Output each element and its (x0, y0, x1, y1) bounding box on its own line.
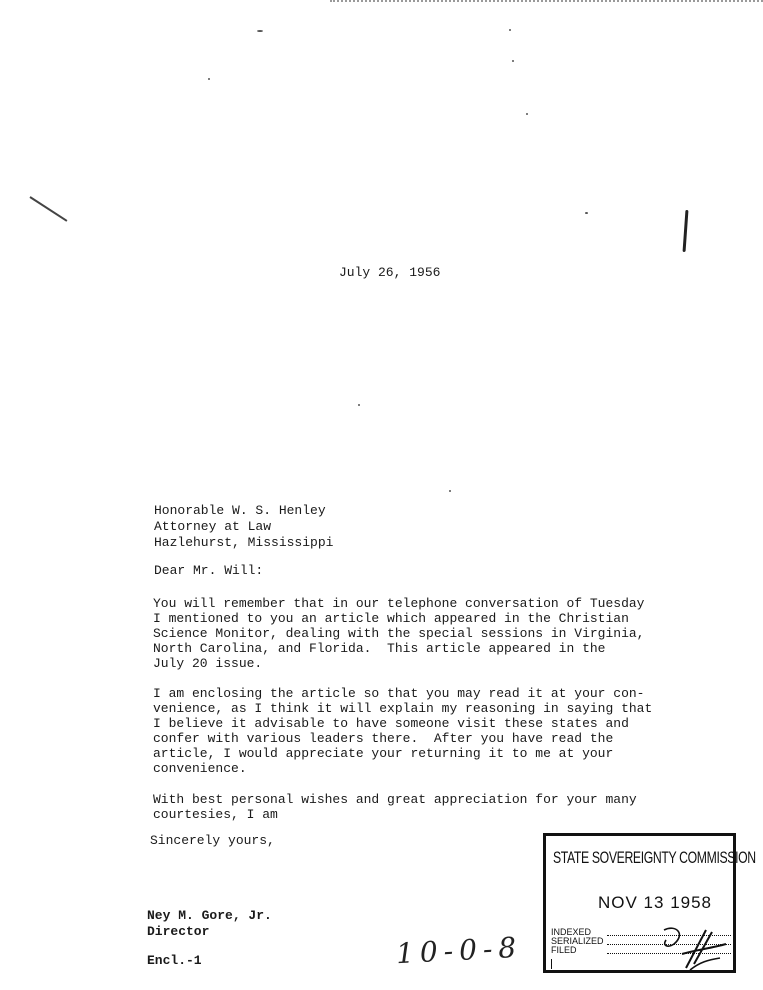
enclosure-note: Encl.-1 (147, 953, 202, 968)
body-paragraph: With best personal wishes and great appreciation for your many courtesies, I am (153, 792, 637, 822)
scan-speck (208, 78, 210, 80)
scan-speck (449, 490, 451, 492)
body-paragraph: You will remember that in our telephone conversation of Tuesday I mentioned to you an article which appeared in the Christian Science Monitor, dealing with the special sessions in Virginia, North Carolina, and Florida. This article appeared in the July 20 issue. (153, 596, 645, 671)
stamp-date: NOV 13 1958 (598, 893, 713, 912)
address-line: Attorney at Law (154, 519, 272, 534)
stamp-title: STATE SOVEREIGNTY COMMISSION (553, 848, 756, 867)
scan-speck (509, 29, 511, 31)
commission-stamp (543, 833, 756, 973)
initials-scribble (646, 924, 731, 972)
salutation: Dear Mr. Will: (154, 563, 264, 578)
stamp-label-filed: FILED (551, 946, 731, 955)
handwritten-file-number: 10-0-8 (395, 930, 523, 971)
pen-stroke-mark (29, 196, 67, 222)
signer-title: Director (147, 924, 210, 939)
letter-date: July 26, 1956 (339, 265, 441, 280)
scan-speck (512, 60, 514, 62)
signature-block (147, 908, 272, 940)
scan-speck (257, 30, 263, 32)
signer-name: Ney M. Gore, Jr. (147, 908, 272, 923)
stamp-bracket (551, 959, 556, 969)
pen-vertical-mark (683, 210, 689, 252)
address-line: Honorable W. S. Henley (154, 503, 326, 518)
stamp-label-indexed: INDEXED (551, 928, 731, 937)
body-paragraph: I am enclosing the article so that you may read it at your con- venience, as I think it will explain my reasoning in saying that I believe it advisable to have someone visit these states and confer with various leaders there. After you have read the article, I would appreciate your returning it to me at your convenience. (153, 686, 653, 776)
page-edge-dots (330, 0, 763, 6)
scan-speck (585, 212, 588, 214)
stamp-label-serialized: SERIALIZED (551, 937, 731, 946)
scan-speck (526, 113, 528, 115)
scan-speck (358, 404, 360, 406)
recipient-address (154, 503, 333, 551)
address-line: Hazlehurst, Mississippi (154, 535, 334, 550)
closing: Sincerely yours, (150, 833, 275, 848)
